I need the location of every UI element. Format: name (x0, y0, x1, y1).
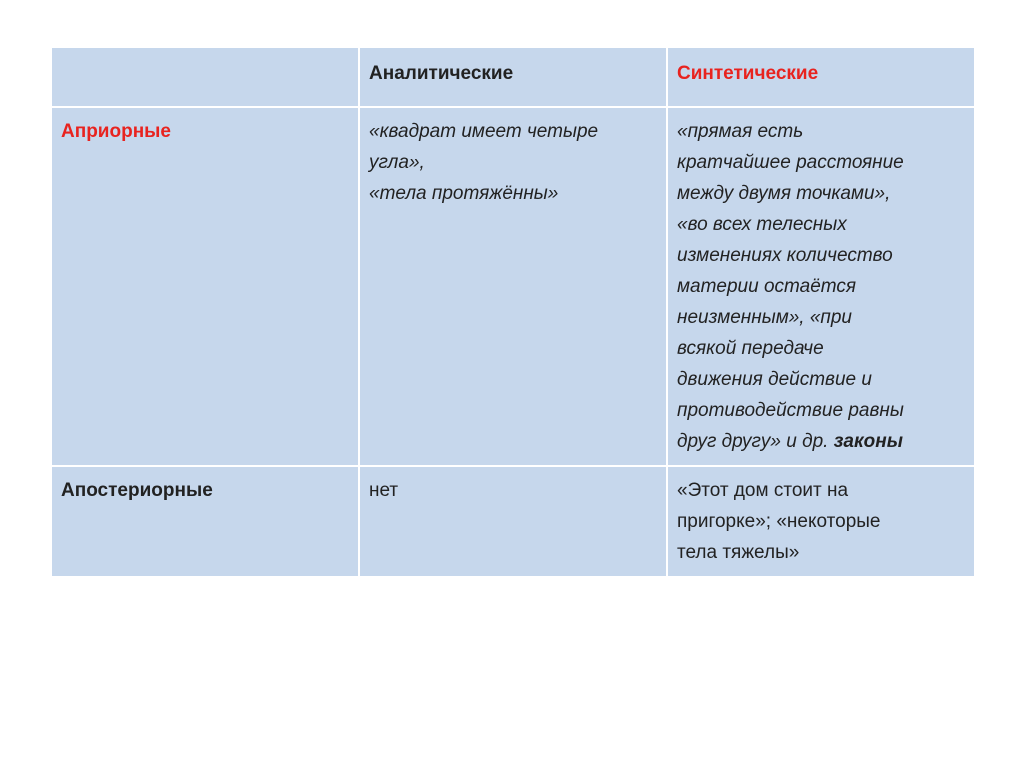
text-line: угла», (369, 152, 425, 173)
header-analytic-label: Аналитические (369, 63, 514, 84)
row-label-aposteriori: Апостериорные (61, 480, 213, 501)
text-line-last (677, 426, 965, 457)
aposteriori-synthetic-cell (667, 466, 975, 577)
table-row-apriori (51, 107, 975, 466)
text-line: «квадрат имеет четыре (369, 121, 599, 142)
text-line: изменениях количество (677, 245, 893, 266)
text-line: кратчайшее расстояние (677, 152, 904, 173)
row-label-cell (51, 107, 359, 466)
text-line: противодействие равны (677, 400, 904, 421)
text-line: «тела протяжённы» (369, 183, 559, 204)
table-header-row (51, 47, 975, 107)
text-line: пригорке»; «некоторые (677, 511, 881, 532)
text-line: всякой передаче (677, 338, 824, 359)
row-label-apriori: Априорные (61, 121, 171, 142)
text-line: «во всех телесных (677, 214, 847, 235)
header-corner-cell (51, 47, 359, 107)
text-line: между двумя точками», (677, 183, 891, 204)
row-label-cell (51, 466, 359, 577)
text-line: материи остаётся (677, 276, 857, 297)
text-line: неизменным», «при (677, 307, 852, 328)
apriori-analytic-cell (359, 107, 667, 466)
text-line: тела тяжелы» (677, 542, 800, 563)
table-row-aposteriori (51, 466, 975, 577)
text-fragment: друг другу» и др. (677, 431, 834, 452)
text-line: движения действие и (677, 369, 872, 390)
header-synthetic-cell (667, 47, 975, 107)
header-analytic-cell (359, 47, 667, 107)
header-synthetic-label: Синтетические (677, 63, 819, 84)
text-line: «прямая есть (677, 121, 804, 142)
aposteriori-analytic-cell (359, 466, 667, 577)
apriori-synthetic-cell (667, 107, 975, 466)
kant-judgments-table (50, 46, 976, 578)
laws-emphasis: законы (833, 431, 903, 452)
text-line: нет (369, 480, 399, 501)
text-line: «Этот дом стоит на (677, 480, 849, 501)
